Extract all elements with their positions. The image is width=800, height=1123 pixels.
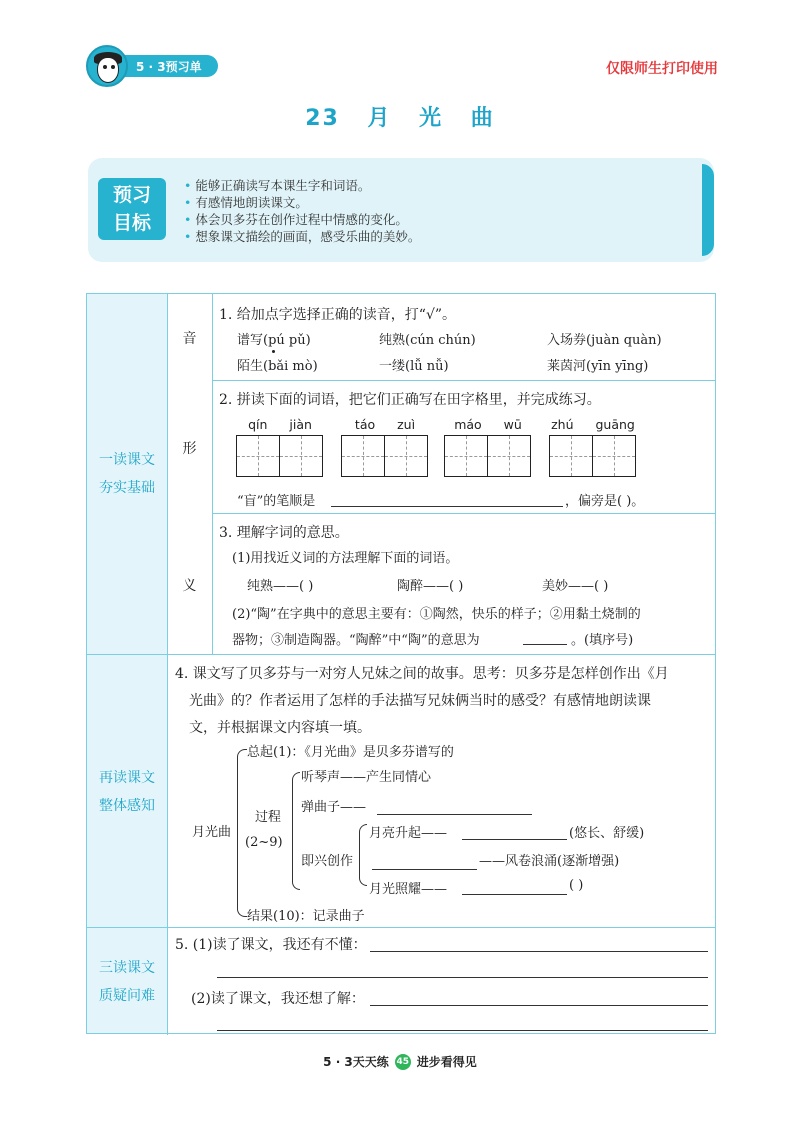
- process-brace: [292, 772, 300, 890]
- moon-shine-blank[interactable]: ( ): [569, 878, 584, 893]
- answer-line[interactable]: [370, 951, 708, 952]
- outline-total: 总起(1)：《月光曲》是贝多芬谱写的: [247, 745, 454, 760]
- question-3: 3. 理解字词的意思。: [219, 525, 349, 541]
- print-notice: 仅限师生打印使用: [606, 61, 718, 77]
- question-1: 1. 给加点字选择正确的读音，打“√”。: [219, 307, 457, 323]
- pinyin-choice[interactable]: 入场券(juàn quàn): [547, 333, 662, 348]
- page-footer: 5 · 3天天练 45 进步看得见: [323, 1055, 477, 1069]
- goal-item: • 想象课文描绘的画面，感受乐曲的美妙。: [184, 228, 420, 245]
- answer-line[interactable]: [217, 977, 708, 978]
- outline-moon-rise: 月亮升起——: [369, 826, 448, 841]
- question-3-part-1: (1)用找近义词的方法理解下面的词语。: [232, 551, 459, 566]
- pinyin-choice[interactable]: 谱写(pú pǔ): [237, 333, 311, 348]
- exercise-table: 一读课文 夯实基础 再读课文 整体感知 三读课文 质疑问难 音 形 义 1. 给加点字选择正确的读音，打“√”。 谱写(pú pǔ) 纯熟(cún chún) 入场券(juàn quàn) 陌生(bǎi mò) 一缕(lǚ nǚ) 莱茵河(yīn yīng) 2. 拼读下面的词语，把它们正确写在田字格里，并完成练习。 qín jiàn táo zuì máo wū zhú guāng “盲”的笔顺是 ，偏旁是( )。 3. 理解字词的意思。 (1)用找近义词的方法理解下面的词语。 纯熟——( ) 陶醉——( ) 美妙——( ) (2)“陶”在字典中的意思主要有：①陶然，快乐的样子；②用黏土烧制的 器物；③制造陶器。“陶醉”中“陶”的意思为 。(填序号) 4. 课文写了贝多芬与一对穷人兄妹之间的故事。思考：贝多芬是怎样创作出《月 光曲》的？作者运用了怎样的手法描写兄妹俩当时的感受？有感情地朗读课 文，并根据课文内容填一填。 月光曲 总起(1)：《月光曲》是贝多芬谱写的 过程 (2~9) 听琴声——产生同情心 弹曲子—— 即兴创作 月亮升起—— (悠长、舒缓) ——风卷浪涌(逐渐增强) 月光照耀—— ( ) 结果(10)：记录曲子 5. (1)读了课文，我还有不懂： (2)读了课文，我还想了解：: [86, 293, 716, 1034]
- outline-process-range: (2~9): [245, 835, 283, 850]
- preview-goals-box: [88, 158, 714, 262]
- section-label-second-read: 再读课文 整体感知: [99, 770, 155, 814]
- question-4-line: 4. 课文写了贝多芬与一对穷人兄妹之间的故事。思考：贝多芬是怎样创作出《月: [175, 666, 669, 682]
- tianzige-group[interactable]: táo zuì: [342, 435, 428, 477]
- tianzige-group[interactable]: qín jiàn: [237, 435, 323, 477]
- pinyin-choice[interactable]: 莱茵河(yīn yīng): [547, 359, 649, 374]
- question-5-part-2: (2)读了课文，我还想了解：: [191, 991, 365, 1007]
- moon-rise-answer-line[interactable]: [462, 839, 567, 840]
- pinyin-choice[interactable]: 一缕(lǚ nǚ): [379, 359, 449, 374]
- meaning-answer-line[interactable]: [523, 644, 567, 645]
- outline-play: 弹曲子——: [301, 800, 367, 815]
- section-label-first-read: 一读课文 夯实基础: [99, 452, 155, 496]
- outline-wind: ——风卷浪涌(逐渐增强): [479, 854, 620, 869]
- question-4-line: 光曲》的？作者运用了怎样的手法描写兄妹俩当时的感受？有感情地朗读课: [189, 693, 651, 709]
- pinyin-choice[interactable]: 陌生(bǎi mò): [237, 359, 318, 374]
- goals-list: [184, 177, 420, 245]
- goals-badge: 预习 目标: [98, 178, 166, 240]
- header-tag: [86, 44, 218, 88]
- question-3-part-2: (2)“陶”在字典中的意思主要有：①陶然，快乐的样子；②用黏土烧制的: [232, 607, 641, 622]
- outline-brace: [237, 749, 247, 917]
- stroke-order-answer-line[interactable]: [331, 506, 563, 507]
- outline-moon-shine: 月光照耀——: [369, 882, 448, 897]
- synonym-blank[interactable]: 陶醉——( ): [397, 579, 464, 594]
- sub-label-form: 形: [182, 441, 197, 457]
- sub-label-meaning: 义: [182, 578, 197, 594]
- goal-item: • 能够正确读写本课生字和词语。: [184, 177, 420, 194]
- cartoon-avatar-icon: [86, 45, 128, 87]
- play-answer-line[interactable]: [377, 814, 532, 815]
- wind-answer-line[interactable]: [372, 869, 477, 870]
- question-3-part-2-cont: 器物；③制造陶器。“陶醉”中“陶”的意思为: [232, 633, 480, 648]
- outline-listen: 听琴声——产生同情心: [301, 770, 432, 785]
- worksheet-tag: 5 · 3预习单: [116, 55, 218, 77]
- stroke-order-question: “盲”的笔顺是: [237, 494, 316, 509]
- section-label-third-read: 三读课文 质疑问难: [99, 960, 155, 1004]
- answer-line[interactable]: [370, 1005, 708, 1006]
- question-2: 2. 拼读下面的词语，把它们正确写在田字格里，并完成练习。: [219, 392, 601, 408]
- answer-line[interactable]: [217, 1030, 708, 1031]
- pinyin-choice[interactable]: 纯熟(cún chún): [379, 333, 476, 348]
- outline-improv: 即兴创作: [301, 854, 354, 869]
- lesson-title: 23 月 光 曲: [305, 106, 495, 131]
- tianzige-group[interactable]: máo wū: [445, 435, 531, 477]
- radical-question: ，偏旁是( )。: [565, 494, 645, 509]
- improv-brace: [359, 824, 367, 886]
- synonym-blank[interactable]: 美妙——( ): [542, 579, 609, 594]
- synonym-blank[interactable]: 纯熟——( ): [247, 579, 314, 594]
- outline-process: 过程: [255, 810, 282, 825]
- outline-root: 月光曲: [192, 825, 232, 840]
- moon-shine-answer-line[interactable]: [462, 894, 567, 895]
- outline-result: 结果(10)：记录曲子: [247, 909, 365, 924]
- tianzige-group[interactable]: zhú guāng: [550, 435, 636, 477]
- page-number: 45: [395, 1054, 411, 1070]
- goal-item: • 有感情地朗读课文。: [184, 194, 420, 211]
- question-4-line: 文，并根据课文内容填一填。: [189, 720, 371, 736]
- goal-item: • 体会贝多芬在创作过程中情感的变化。: [184, 211, 420, 228]
- question-5-part-1: 5. (1)读了课文，我还有不懂：: [175, 937, 367, 953]
- sub-label-pronunciation: 音: [182, 331, 197, 347]
